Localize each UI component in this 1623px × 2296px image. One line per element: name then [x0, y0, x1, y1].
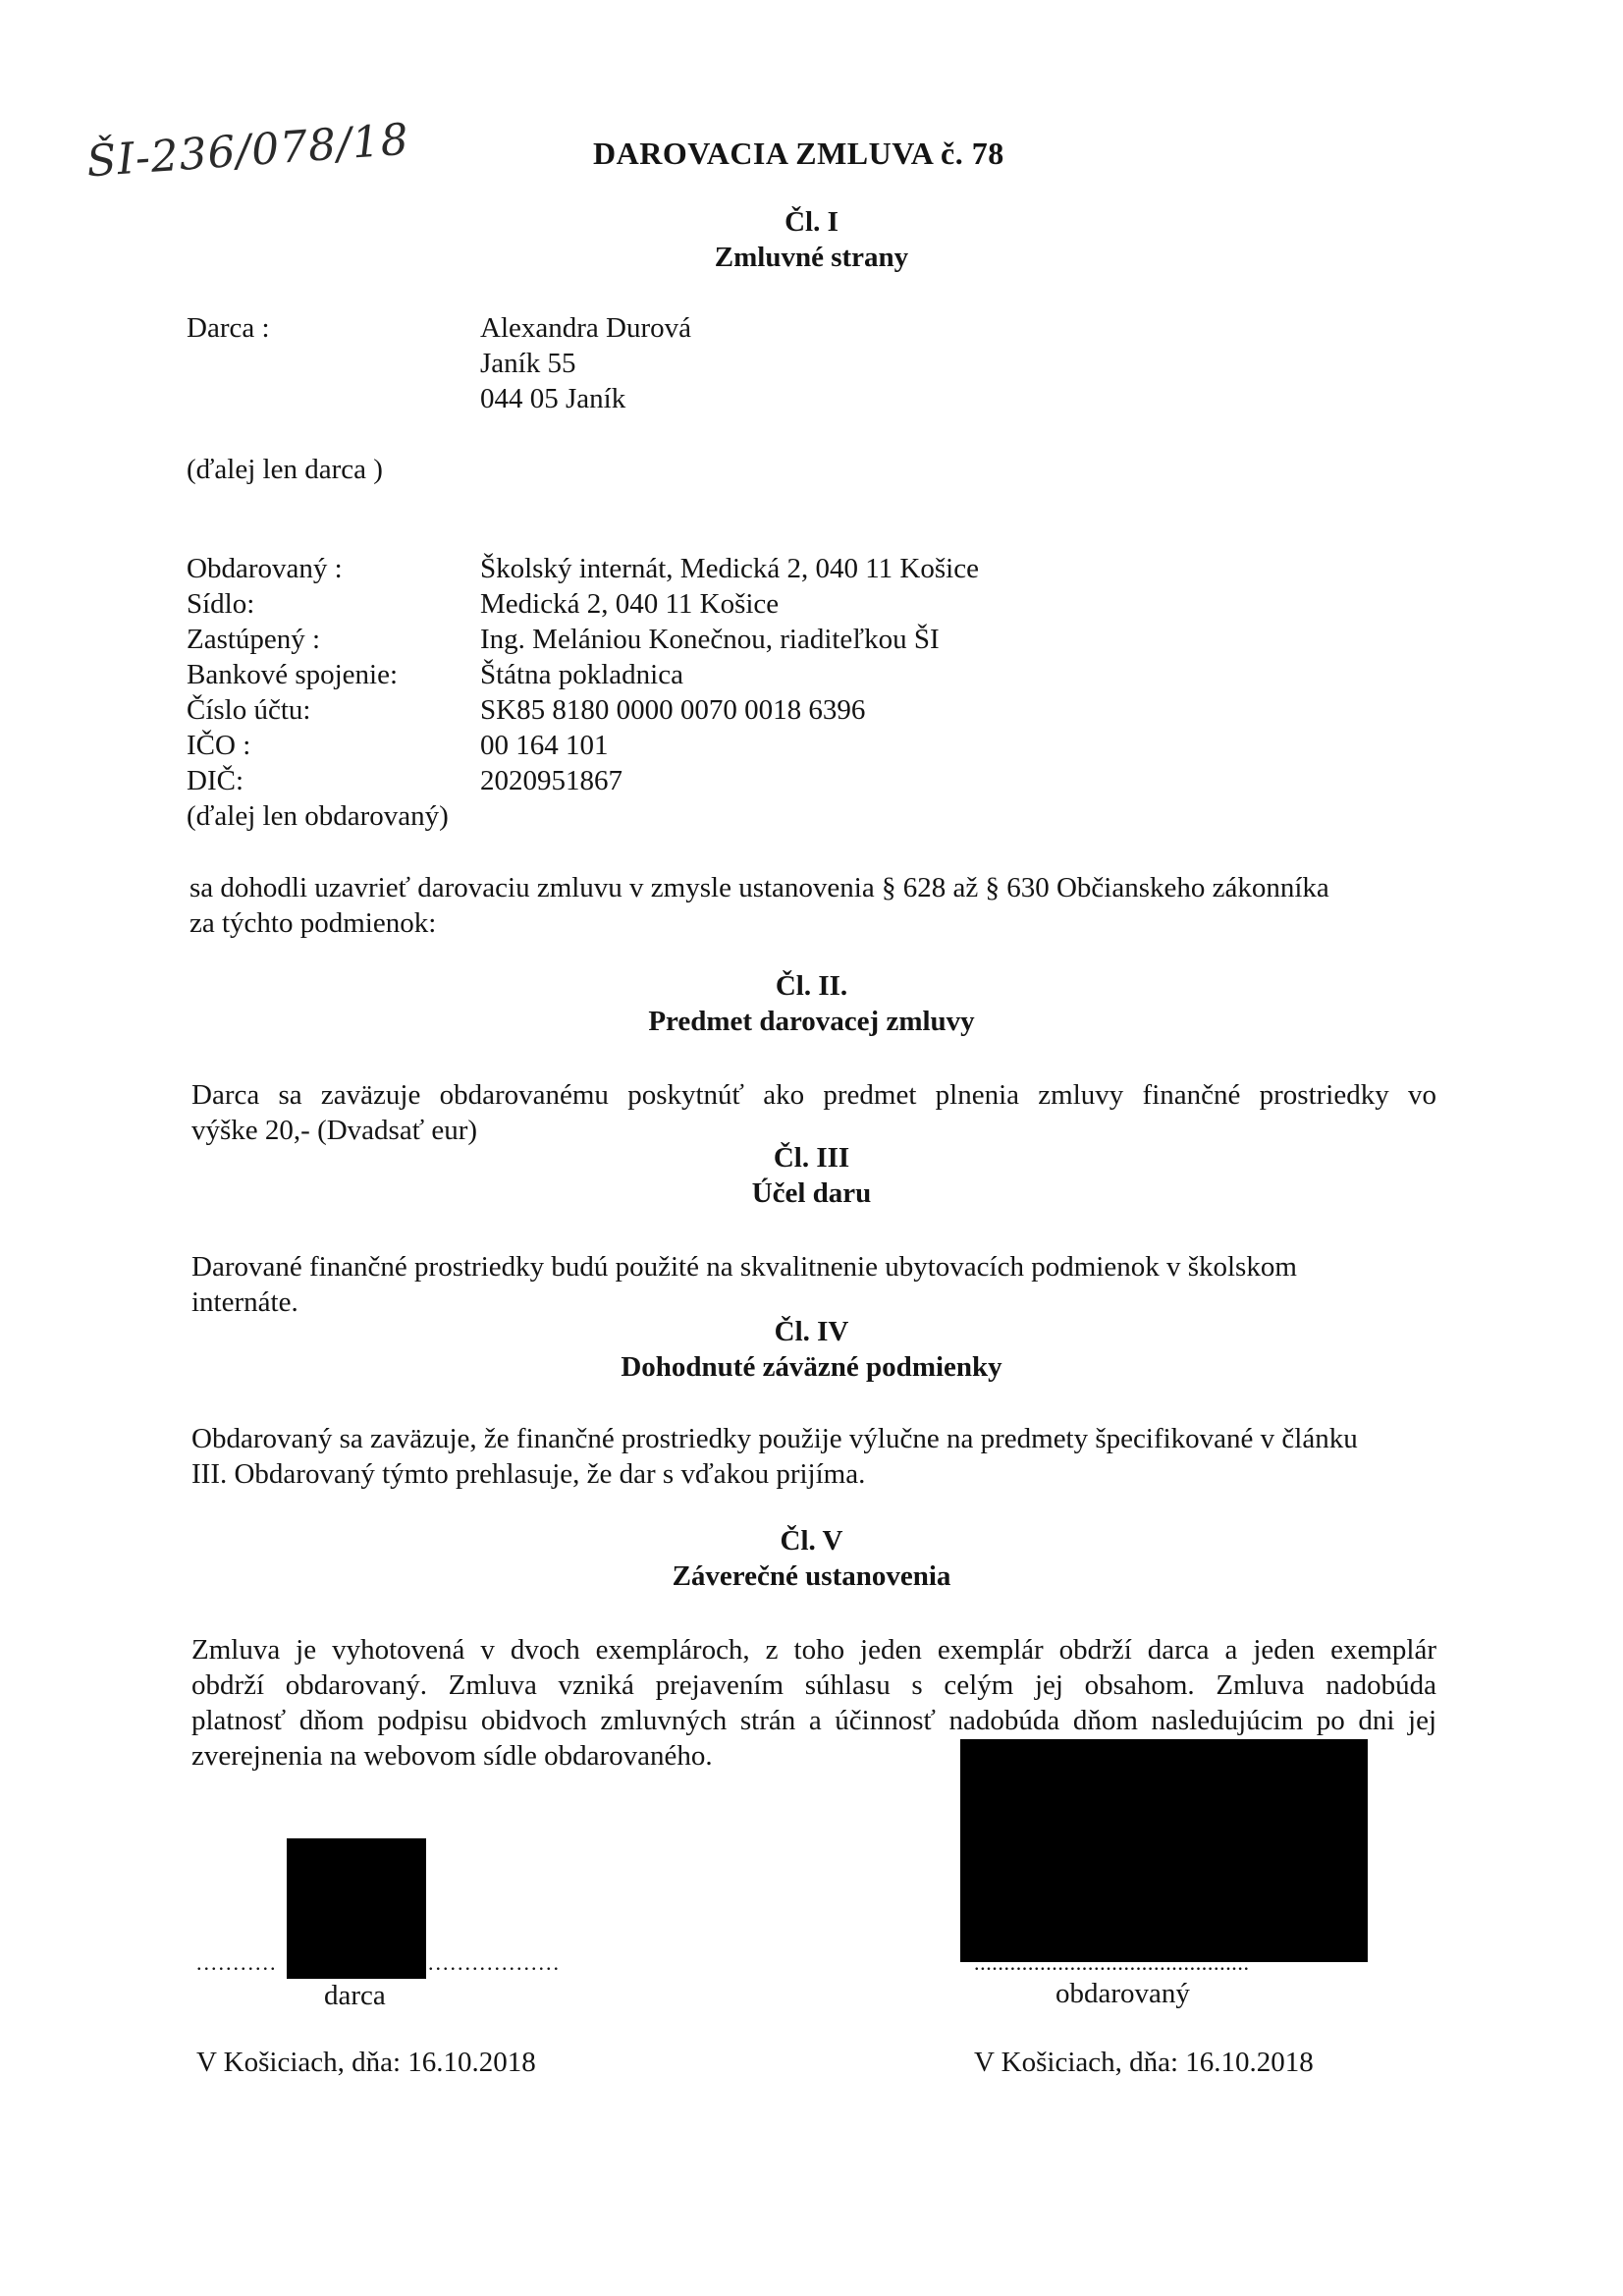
section-4-number: Čl. IV — [774, 1316, 849, 1347]
donor-hereinafter: (ďalej len darca ) — [187, 454, 383, 485]
section-2-number: Čl. II. — [775, 970, 848, 1002]
recipient-label-ico: IČO : — [187, 730, 251, 761]
donor-label: Darca : — [187, 312, 270, 344]
recipient-value-ico: 00 164 101 — [480, 730, 609, 761]
recipient-value-name: Školský internát, Medická 2, 040 11 Košice — [480, 553, 979, 584]
donor-address-1: Janík 55 — [480, 348, 576, 379]
donor-name: Alexandra Durová — [480, 312, 691, 344]
section-3-paragraph — [191, 1249, 1436, 1320]
recipient-label-representative: Zastúpený : — [187, 624, 321, 655]
section-5-number: Čl. V — [780, 1525, 843, 1557]
recipient-value-seat: Medická 2, 040 11 Košice — [480, 588, 780, 620]
recipient-value-bank: Štátna pokladnica — [480, 659, 683, 690]
recipient-signature-label: obdarovaný — [1055, 1978, 1190, 2009]
paragraph-line: obdrží obdarovaný. Zmluva vzniká prejavením súhlasu s celým jej obsahom. Zmluva nadobúda — [191, 1669, 1436, 1701]
recipient-place-date: V Košiciach, dňa: 16.10.2018 — [974, 2047, 1314, 2078]
section-2-paragraph — [191, 1077, 1436, 1148]
donor-address-2: 044 05 Janík — [480, 383, 626, 414]
section-2-heading: Predmet darovacej zmluvy — [648, 1006, 975, 1037]
recipient-label-dic: DIČ: — [187, 765, 243, 796]
donor-signature-line-right: .................. — [428, 1950, 561, 1975]
paragraph-line: zverejnenia na webovom sídle obdarovaného. — [191, 1740, 713, 1772]
donor-signature-label: darca — [324, 1980, 386, 2011]
section-4-heading: Dohodnuté záväzné podmienky — [621, 1351, 1002, 1383]
paragraph-line: Obdarovaný sa zaväzuje, že finančné prostriedky použije výlučne na predmety špecifikované v článku — [191, 1423, 1358, 1454]
section-4-paragraph — [191, 1421, 1436, 1492]
section-1-number: Čl. I — [784, 206, 839, 238]
recipient-value-dic: 2020951867 — [480, 765, 622, 796]
paragraph-line: Zmluva je vyhotovená v dvoch exemplároch, z toho jeden exemplár obdrží darca a jeden exemplár — [191, 1634, 1436, 1666]
section-1-heading: Zmluvné strany — [714, 242, 909, 273]
intro-line: sa dohodli uzavrieť darovaciu zmluvu v zmysle ustanovenia § 628 až § 630 Občianskeho zákonníka — [189, 872, 1329, 903]
paragraph-line: výške 20,- (Dvadsať eur) — [191, 1115, 478, 1146]
donor-signature-line-left: ........... — [196, 1950, 278, 1975]
recipient-signature-line: .............................................. — [974, 1950, 1250, 1975]
intro-paragraph — [189, 870, 1446, 941]
paragraph-line: platnosť dňom podpisu obidvoch zmluvných strán a účinnosť nadobúda dňom nasledujúcim po dni jej — [191, 1705, 1436, 1736]
recipient-label-bank: Bankové spojenie: — [187, 659, 399, 690]
recipient-label-seat: Sídlo: — [187, 588, 255, 620]
paragraph-line: Darca sa zaväzuje obdarovanému poskytnúť ako predmet plnenia zmluvy finančné prostriedky vo — [191, 1079, 1436, 1111]
paragraph-line: internáte. — [191, 1286, 298, 1318]
document-title: DAROVACIA ZMLUVA č. 78 — [593, 136, 1004, 171]
recipient-label-name: Obdarovaný : — [187, 553, 343, 584]
redacted-recipient-signature — [960, 1739, 1368, 1962]
recipient-value-account: SK85 8180 0000 0070 0018 6396 — [480, 694, 866, 726]
intro-line: za týchto podmienok: — [189, 907, 437, 939]
recipient-hereinafter: (ďalej len obdarovaný) — [187, 800, 449, 832]
section-3-number: Čl. III — [773, 1142, 850, 1174]
redacted-donor-signature — [287, 1838, 426, 1979]
recipient-label-account: Číslo účtu: — [187, 694, 311, 726]
handwritten-reference: ŠI-236/078/18 — [84, 114, 411, 188]
paragraph-line: Darované finančné prostriedky budú použité na skvalitnenie ubytovacích podmienok v školskom — [191, 1251, 1297, 1283]
section-3-heading: Účel daru — [751, 1177, 872, 1209]
paragraph-line: III. Obdarovaný týmto prehlasuje, že dar s vďakou prijíma. — [191, 1458, 866, 1490]
section-5-heading: Záverečné ustanovenia — [672, 1560, 951, 1592]
donor-place-date: V Košiciach, dňa: 16.10.2018 — [196, 2047, 536, 2078]
recipient-value-representative: Ing. Melániou Konečnou, riaditeľkou ŠI — [480, 624, 940, 655]
